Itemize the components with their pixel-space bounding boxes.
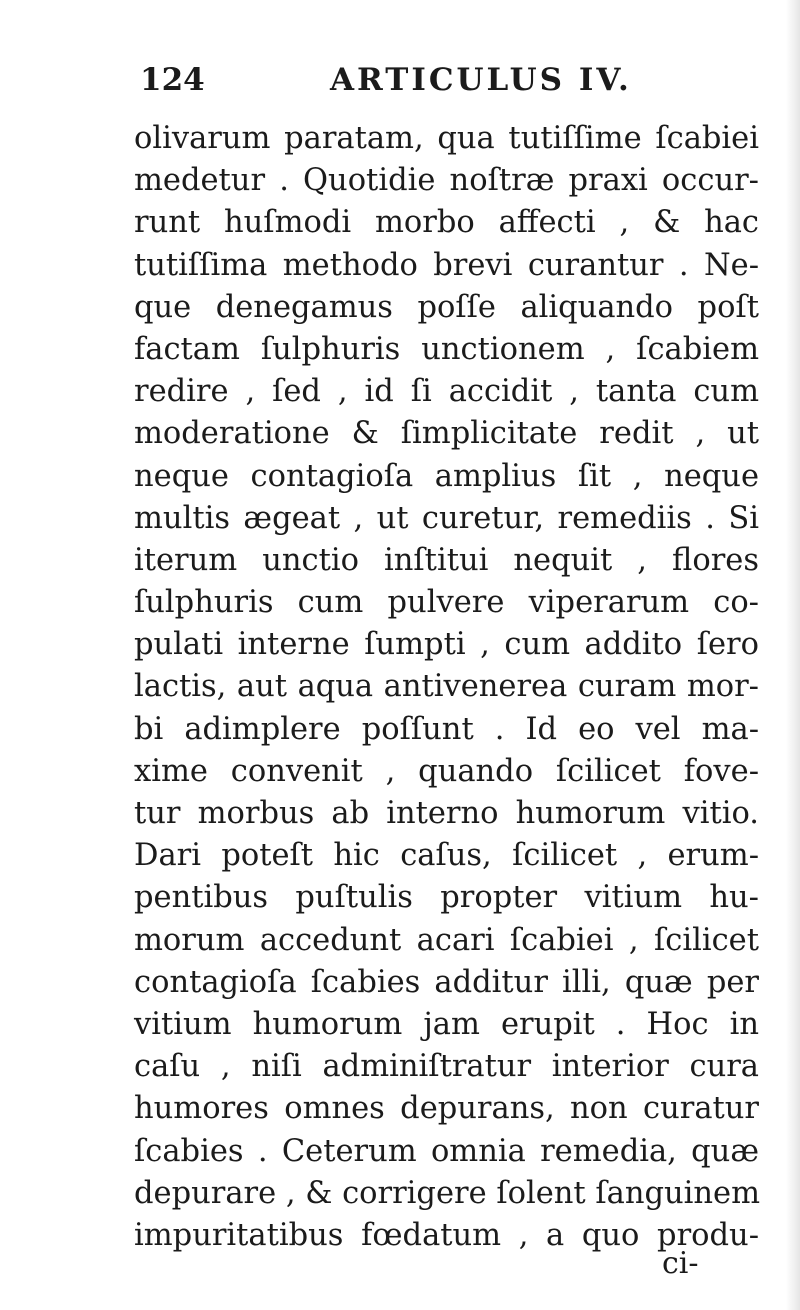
text-line: bi adimplere poſſunt . Id eo vel ma- (134, 711, 759, 747)
text-line: pulati interne ſumpti , cum addito ſero (134, 627, 759, 663)
text-line: neque contagioſa amplius ſit , neque (134, 458, 759, 494)
text-line: contagioſa ſcabies additur illi, quæ per (134, 964, 759, 1000)
text-line: depurare , & corrigere ſolent ſanguinem (134, 1175, 761, 1211)
text-line: medetur . Quotidie noſtræ praxi occur- (134, 163, 759, 199)
text-line: Dari poteſt hic caſus, ſcilicet , erum- (134, 838, 759, 874)
text-line: ſcabies . Ceterum omnia remedia, quæ (134, 1133, 759, 1169)
text-line: ſulphuris cum pulvere viperarum co- (134, 585, 759, 621)
page-number: 124 (140, 62, 205, 98)
text-line: impuritatibus fœdatum , a quo produ- (134, 1217, 759, 1253)
text-line: multis ægeat , ut curetur, remediis . Si (134, 500, 759, 536)
text-line: tur morbus ab interno humorum vitio. (134, 796, 759, 831)
catchword: ci- (662, 1246, 699, 1281)
running-head (140, 62, 700, 102)
text-line: lactis, aut aqua antivenerea curam mor- (134, 669, 759, 705)
text-line: xime convenit , quando ſcilicet fove- (134, 753, 759, 789)
text-line: moderatione & ſimplicitate redit , ut (134, 416, 759, 452)
text-line: morum accedunt acari ſcabiei , ſcilicet (134, 922, 759, 958)
text-line: que denegamus poſſe aliquando poſt (134, 289, 759, 325)
text-line: factam ſulphuris unctionem , ſcabiem (134, 331, 759, 367)
text-line: pentibus puſtulis propter vitium hu- (134, 880, 759, 916)
text-line: vitium humorum jam erupit . Hoc in (134, 1006, 759, 1042)
chapter-title: ARTICULUS IV. (330, 62, 632, 98)
text-line: humores omnes depurans, non curatur (134, 1091, 759, 1127)
text-line: runt huſmodi morbo affecti , & hac (134, 205, 759, 241)
text-line: caſu , niſi adminiſtratur interior cura (134, 1049, 759, 1085)
body-text (134, 118, 759, 1257)
text-line: iterum unctio inſtitui nequit , flores (134, 542, 759, 578)
text-line: tutiſſima methodo brevi curantur . Ne- (134, 247, 759, 283)
text-line: olivarum paratam, qua tutiſſime ſcabiei (134, 121, 759, 156)
text-line: redire , ſed , id ſi accidit , tanta cum (134, 374, 759, 410)
